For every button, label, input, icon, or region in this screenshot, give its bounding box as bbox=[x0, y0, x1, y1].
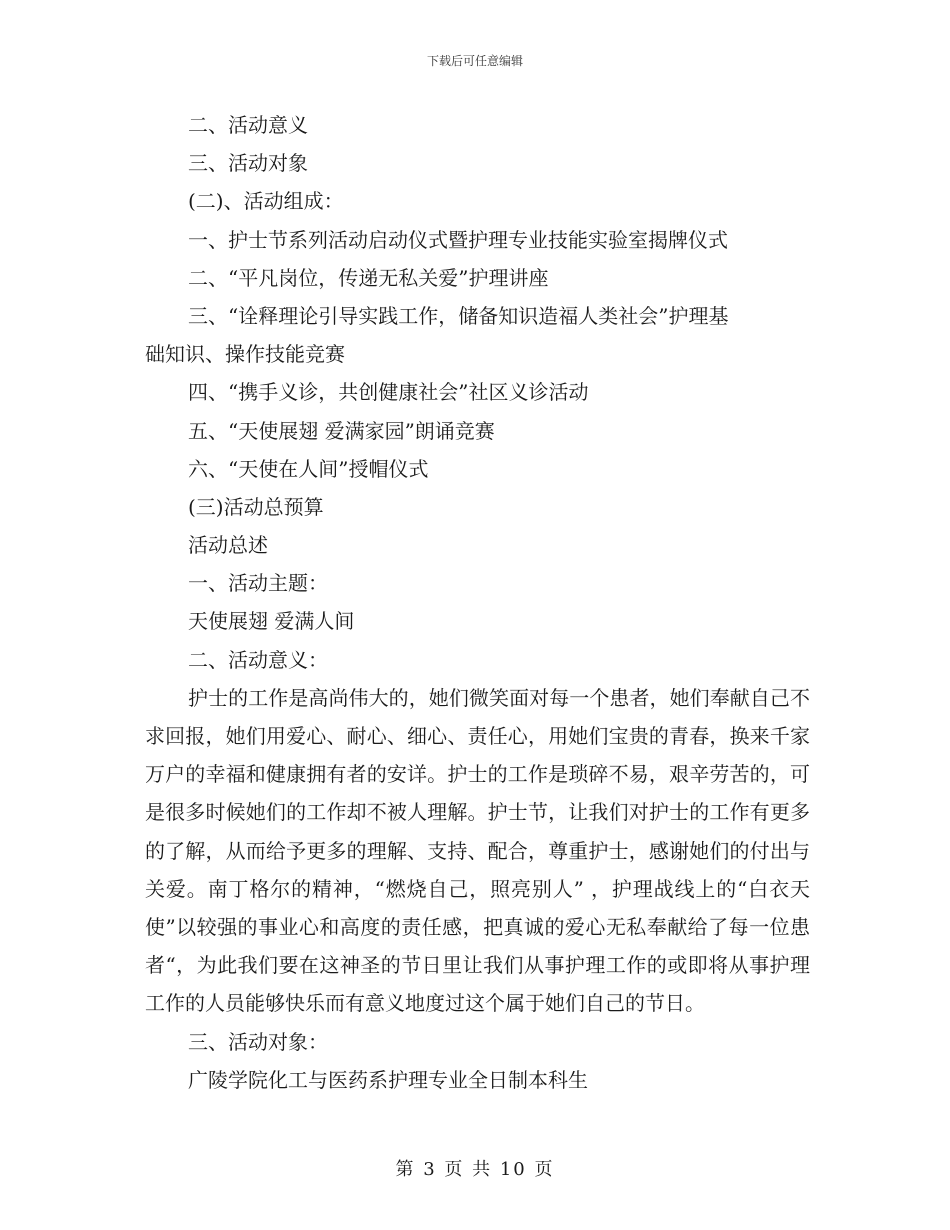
page-number: 第 3 页 共 10 页 bbox=[395, 1159, 555, 1180]
theme-text: 天使展翅 爱满人间 bbox=[188, 609, 355, 634]
body-paragraph: 护士的工作是高尚伟大的，她们微笑面对每一个患者，她们奉献自己不求回报，她们用爱心、耐心、细心、责任心，用她们宝贵的青春，换来千家万户的幸福和健康拥有者的安详。护士的工作是琐碎不易，艰辛劳苦的，可是很多时候她们的工作却不被人理解。护士节，让我们对护士的工作有更多的了解，从而给予更多的理解、支持、配合，尊重护士，感谢她们的付出与关爱。南丁格尔的精神，“燃烧自己，照亮别人” ，护理战线上的“白衣天使”以较强的事业心和高度的责任感，把真诚的爱心无私奉献给了每一位患者“，为此我们要在这神圣的节日里让我们从事护理工作的或即将从事护理工作的人员能够快乐而有意义地度过这个属于她们自己的节日。 bbox=[145, 685, 810, 1016]
target-audience-text: 广陵学院化工与医药系护理专业全日制本科生 bbox=[188, 1067, 588, 1092]
section-heading: 一、活动主题： bbox=[188, 571, 328, 596]
list-item: 二、“平凡岗位，传递无私关爱”护理讲座 bbox=[188, 265, 549, 290]
list-item: 三、“诠释理论引导实践工作，储备知识造福人类社会”护理基 bbox=[188, 303, 729, 328]
section-heading: (二)、活动组成： bbox=[188, 189, 344, 214]
section-heading: 活动总述 bbox=[188, 533, 268, 558]
page-header-note: 下载后可任意编辑 bbox=[426, 54, 523, 68]
section-heading: 三、活动对象： bbox=[188, 1029, 328, 1054]
list-item-continuation: 础知识、操作技能竞赛 bbox=[145, 342, 345, 367]
list-item: 六、“天使在人间”授帽仪式 bbox=[188, 456, 429, 481]
document-body bbox=[145, 106, 810, 1099]
list-item: 一、护士节系列活动启动仪式暨护理专业技能实验室揭牌仪式 bbox=[188, 227, 728, 252]
list-item: 四、“携手义诊，共创健康社会”社区义诊活动 bbox=[188, 380, 589, 405]
list-item: 五、“天使展翅 爱满家园”朗诵竞赛 bbox=[188, 418, 495, 443]
section-heading: 二、活动意义 bbox=[188, 113, 308, 137]
section-heading: 二、活动意义： bbox=[188, 647, 328, 672]
section-heading: 三、活动对象 bbox=[188, 151, 308, 176]
section-heading: (三)活动总预算 bbox=[188, 494, 324, 519]
